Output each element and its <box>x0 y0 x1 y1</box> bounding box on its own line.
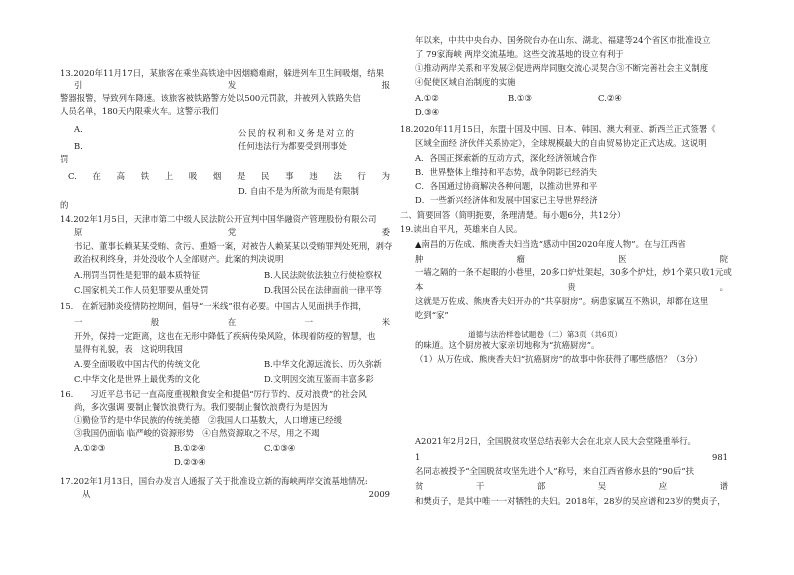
q13-c-word: 为 <box>381 171 390 181</box>
q15-l2-word: 在 <box>227 317 237 327</box>
right-column <box>398 0 732 575</box>
q13-c-word: 事 <box>285 171 294 181</box>
q16-line-3: ①勤俭节约是中华民族的传统美德 ②我国人口基数大，人口增速已经缓 <box>74 415 342 425</box>
q19-paragraph-10: 名同志被授予“全国脱贫攻坚先进个人”称号，来自江西省修水县的“90后”扶 <box>415 466 695 476</box>
q15-option-a: A.要全面吸收中国古代的传统文化 <box>74 359 200 369</box>
q19-paragraph-1: ▲南昌的万佐成、熊庚香夫妇当选“感动中国2020年度人物”。在与江西省 <box>415 239 686 249</box>
q19-paragraph-8: A2021年2月2日，全国脱贫攻坚总结表彰大会在北京人民大会堂隆重举行。 <box>415 436 696 446</box>
q14-line-1: 14.202年1月5日，天津市第二中级人民法院公开宣判中国华融资产管理股份有限公司 <box>60 214 377 224</box>
q13-c-word: 在 <box>92 171 101 181</box>
q13-l2-word: 发 <box>227 80 237 90</box>
q17-option-d: D.③④ <box>415 107 440 117</box>
q17-cont-line-3: ①推动两岸关系和平发展②促进两岸同胞交流心灵契合③不断完善社会主义制度 <box>415 63 709 73</box>
q14-option-d: D.我国公民在法律面前一律平等 <box>264 285 382 295</box>
q17-option-b: B.①③ <box>508 93 532 103</box>
q13-line-2 <box>74 80 390 91</box>
q17-l2-left: 从 <box>82 489 91 499</box>
q19-p9-left: 1 <box>415 452 421 462</box>
q15-line-1: 15. 在新冠肺炎疫情防控期间，倡导“一米线”很有必要。中国古人见面拱手作揖， <box>60 301 367 311</box>
q17-line-2 <box>82 489 390 500</box>
q14-option-c: C.国家机关工作人员犯罪要从重处罚 <box>74 285 209 295</box>
q19-p11-word: 谱 <box>719 481 728 491</box>
q19-p11-word: 贫 <box>415 481 424 491</box>
q19-paragraph-7: 的味道。这个厨房被大家亲切地称为“抗癌厨房”。 <box>415 340 600 350</box>
q13-l2-word: 引 <box>74 80 83 90</box>
q19-p9-right: 981 <box>712 452 728 462</box>
q16-option-a: A.①②③ <box>74 443 106 453</box>
q15-l2-word: 般 <box>150 317 160 327</box>
q13-line-9: 的 <box>60 200 69 210</box>
q16-option-c: C.①③④ <box>264 443 296 453</box>
q19-paragraph-3: 一墙之隔的一条不起眼的小巷里，20多口炉灶架起，30多个炉灶，炒1个菜只收1元或 <box>415 267 732 277</box>
q14-line-4: 政治权利终身，并处没收个人全部财产。此案的判决说明 <box>74 254 284 264</box>
q13-c-word: 民 <box>261 171 270 181</box>
q17-cont-line-1: 年以来，中共中央台办、国务院台办在山东、湖北、福建等24个省区市批准设立 <box>415 35 711 45</box>
q13-option-d-text: 自由不是为所欲为而是有限制 <box>250 186 359 196</box>
q16-option-b: B.①②④ <box>174 443 206 453</box>
q19-p2-word: 医 <box>618 254 627 264</box>
q15-option-b: B.中华文化源远流长、历久弥新 <box>264 359 382 369</box>
q18-option-d: D．一些新兴经济体和发展中国家已主导世界经济 <box>415 195 598 205</box>
q14-l2-word: 党 <box>227 227 237 237</box>
q15-l2-word: 一 <box>74 317 83 327</box>
q13-c-word: 吸 <box>188 171 198 181</box>
q13-line-1: 13.2020年11月17日，某旅客在乘坐高铁途中因烟瘾难耐，躲进列车卫生间吸烟，结果 <box>60 68 384 78</box>
q19-paragraph-5: 这就是万佐成、熊庚香夫妇开办的“共享厨房”。病患家属互不熟识，却都在这里 <box>415 296 709 306</box>
q13-c-word: 法 <box>333 171 342 181</box>
q18-option-c: C．各国通过协商解决各种问题，以推动世界和平 <box>415 181 598 191</box>
q13-c-word: C. <box>68 171 77 181</box>
left-column <box>60 0 393 575</box>
q13-option-a-text: 公民的权利和义务是对立的 <box>238 128 356 138</box>
section-2-heading: 二、简要回答（简明扼要，条理清楚。每小题6分，共12分） <box>400 210 626 220</box>
q17-line-1: 17.202年1月13日，国台办发言人通报了关于批准设立新的海峡两岸交流基地情况: <box>60 476 368 486</box>
q13-c-word: 高 <box>116 171 125 181</box>
q19-paragraph-4 <box>415 282 728 293</box>
page-footer: 道德与法治样卷试题卷（二）第3页（共6页） <box>468 330 622 339</box>
q19-title: 19.读出自平凡，英雄来自人民。 <box>400 224 523 234</box>
q19-p4-word: 贵 <box>567 282 576 292</box>
q19-paragraph-6: 吃到“家” <box>415 310 449 320</box>
q13-c-word: 铁 <box>140 171 150 181</box>
q18-line-1: 18.2020年11月15日，东盟十国及中国、日本、韩国、澳大利亚、新西兰正式签署《 <box>400 124 716 134</box>
q14-line-2 <box>74 227 390 238</box>
q15-line-2 <box>74 317 390 328</box>
q19-paragraph-12: 和樊贞子，是其中唯一一对牺牲的夫妇。2018年，28岁的吴应谱和23岁的樊贞子， <box>415 496 726 506</box>
q19-p4-word: 。 <box>719 282 728 292</box>
q13-option-d-label: D. <box>238 186 248 196</box>
q14-l2-word: 原 <box>74 227 83 237</box>
q17-cont-line-2: 了 79家海峡 两岸交流基地。这些交流基地的设立有利于 <box>415 49 624 59</box>
q16-line-1: 16. 习近平总书记一直高度重视粮食安全和提倡“厉行节约、反对浪费”的社会风 <box>60 389 367 399</box>
q19-subquestion-1: （1）从万佐成、熊庚香夫妇“抗癌厨房”的故事中你获得了哪些感悟？（3分） <box>415 354 703 364</box>
q15-l2-word: 米 <box>381 317 390 327</box>
q15-l2-word: 一 <box>304 317 314 327</box>
q13-option-b-text: 任何违法行为都要受到刑事处 <box>238 141 347 151</box>
q13-line-7: 罚 <box>60 154 69 164</box>
q19-p11-word: 部 <box>536 481 546 491</box>
q17-cont-line-4: ④促使区域自治制度的实施 <box>415 77 516 87</box>
q13-line-3: 警器报警，导致列车降速。该旅客被铁路警方处以500元罚款，并被列入铁路失信 <box>60 93 361 103</box>
q14-option-a: A.刑罚当罚性是犯罪的最本质特征 <box>74 270 200 280</box>
q19-paragraph-2 <box>415 254 728 265</box>
q13-c-word: 违 <box>309 171 318 181</box>
q15-line-4: 显得有礼貌，表 这说明我国 <box>74 344 183 354</box>
q16-line-2: 尚，多次强调 要制止餐饮浪费行为。我们要制止餐饮浪费行为是因为 <box>74 402 328 412</box>
q13-c-word: 上 <box>164 171 174 181</box>
q17-l2-right: 2009 <box>368 489 390 499</box>
q13-option-a-label: A. <box>74 124 83 134</box>
q13-option-c <box>68 171 390 182</box>
q14-line-3: 书记、董事长赖某某受贿、贪污、重婚一案，对被告人赖某某以受贿罪判处死刑，剥夺 <box>74 241 393 251</box>
q16-option-d: D.②③④ <box>174 457 206 467</box>
q19-p2-word: 肿 <box>415 254 424 264</box>
q13-l2-word: 报 <box>381 80 390 90</box>
q16-line-4: ③我国仍面临 临严峻的资源形势 ④自然资源取之不尽，用之不竭 <box>74 428 320 438</box>
q13-line-4: 人员名单，180天内限乘火车。这警示我们 <box>60 106 219 116</box>
q18-option-b: B．世界整体上维持和平态势，战争阴影已经消失 <box>415 167 598 177</box>
q19-p11-word: 应 <box>658 481 668 491</box>
q19-p2-word: 院 <box>719 254 728 264</box>
q17-option-a: A.①② <box>415 93 439 103</box>
q15-line-3: 开外，保持一定距离，这也在无形中降低了疾病传染风险，体现着防疫的智慧，也 <box>74 331 376 341</box>
q19-paragraph-9 <box>415 452 728 463</box>
q13-option-b-label: B. <box>74 141 83 151</box>
q19-p2-word: 瘤 <box>516 254 525 264</box>
q15-option-c: C.中华文化是世界上最优秀的文化 <box>74 374 201 384</box>
q19-p11-word: 干 <box>475 481 485 491</box>
q13-c-word: 是 <box>237 171 246 181</box>
q14-l2-word: 委 <box>381 227 390 237</box>
q14-option-b: B.人民法院依法独立行使检察权 <box>264 270 382 280</box>
q15-option-d: D.文明因交流互鉴而丰富多彩 <box>264 374 374 384</box>
q17-option-c: C.②④ <box>598 93 622 103</box>
q18-option-a: A．各国正探索新的互动方式，深化经济领域合作 <box>415 153 597 163</box>
q19-paragraph-11 <box>415 481 728 492</box>
q19-p4-word: 本 <box>415 282 424 292</box>
q13-c-word: 烟 <box>212 171 222 181</box>
q19-p11-word: 吴 <box>597 481 607 491</box>
q13-c-word: 行 <box>357 171 366 181</box>
q18-line-2: 区域全面经 济伙伴关系协定》，全球规模最大的自由贸易协定正式达成。这说明 <box>415 138 707 148</box>
